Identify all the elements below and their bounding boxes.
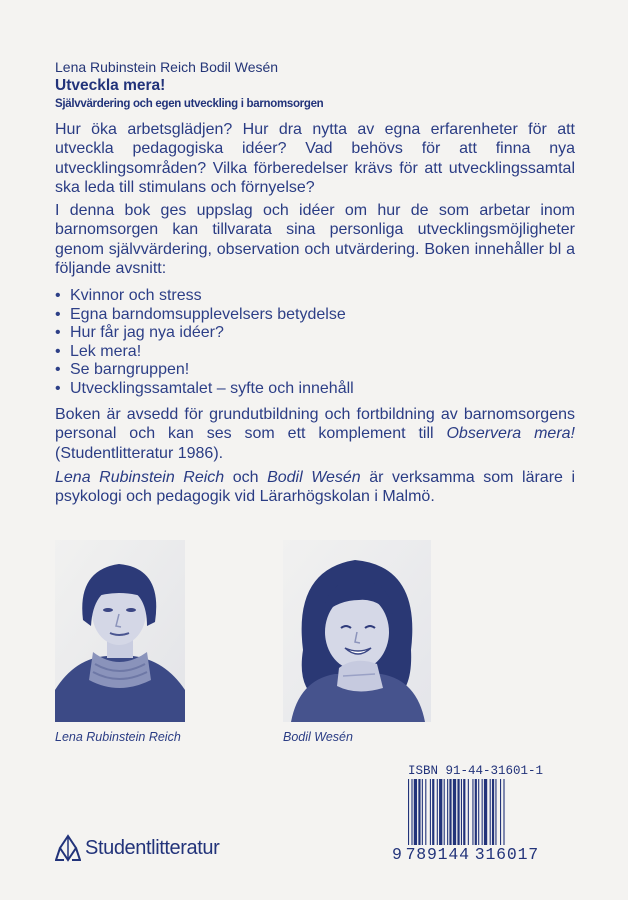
list-item: • Utvecklingssamtalet – syfte och innehåll (55, 380, 354, 399)
barcode-bar (414, 779, 417, 845)
portrait-lena-image (55, 540, 185, 722)
barcode-digit-first: 9 (392, 845, 402, 864)
author-photo-lena (55, 540, 185, 722)
barcode-bar (432, 779, 434, 845)
author-bio-paragraph (55, 468, 575, 507)
list-item: • Se barngruppen! (55, 361, 354, 380)
barcode-bar (495, 779, 496, 845)
portrait-bodil-image (283, 540, 431, 722)
barcode-bar (463, 779, 465, 845)
barcode-bar (482, 779, 483, 845)
barcode-bar (449, 779, 451, 845)
barcode-bar (500, 779, 501, 845)
barcode-digits (392, 842, 540, 864)
audience-text: Boken är avsedd för grundutbildning och fortbildning av barnomsorgens personal och kan ses som ett komplement till (55, 406, 575, 443)
referenced-title: Observera mera! (446, 425, 575, 443)
barcode-bar (422, 779, 423, 845)
barcode-bar (478, 779, 479, 845)
barcode-bar (425, 779, 426, 845)
barcode-bar (490, 779, 491, 845)
barcode-bar (492, 779, 494, 845)
photo-caption-bodil: Bodil Wesén (283, 730, 353, 744)
barcode-bar (468, 779, 469, 845)
intro-paragraph: Hur öka arbetsglädjen? Hur dra nytta av egna erfarenheter för att utveckla pedagogiska idéer? Vad behövs för att finna nya utvecklingsområden? Vilka förberedelser krävs för att utvecklingssamtal ska leda till stimulans och förnyelse? (55, 121, 575, 196)
description-paragraph: I denna bok ges uppslag och idéer om hur de som arbetar inom barnomsorgen kan tillvarata sina personliga utvecklingsmöjligheter genom självvärdering, observation och utvärdering. Boken innehåller bl a följande avsnitt: (55, 202, 575, 277)
isbn-number: ISBN 91-44-31601-1 (408, 764, 544, 778)
publisher-name: Studentlitteratur (85, 836, 220, 859)
barcode-bar (444, 779, 445, 845)
audience-text-end: (Studentlitteratur 1986). (55, 444, 224, 462)
list-item: • Kvinnor och stress (55, 287, 354, 306)
barcode-digits-left: 789144 (405, 845, 470, 864)
barcode-bar (453, 779, 456, 845)
list-item: • Lek mera! (55, 343, 354, 362)
list-item: • Egna barndomsupplevelsers betydelse (55, 306, 354, 325)
barcode-bar (430, 779, 431, 845)
barcode-digits-right: 316017 (474, 845, 539, 864)
author-name-2: Bodil Wesén (267, 469, 361, 486)
barcode-bar (447, 779, 448, 845)
contents-list (55, 287, 354, 399)
author-photo-bodil (283, 540, 431, 722)
barcode-bar (418, 779, 420, 845)
list-item: • Hur får jag nya idéer? (55, 324, 354, 343)
book-subtitle: Självvärdering och egen utveckling i barnomsorgen (55, 98, 324, 110)
barcode-bar (472, 779, 473, 845)
publisher-logo (55, 834, 219, 862)
author-names: Lena Rubinstein Reich Bodil Wesén (55, 59, 279, 75)
author-name-1: Lena Rubinstein Reich (55, 469, 225, 486)
photo-caption-lena: Lena Rubinstein Reich (55, 730, 181, 744)
barcode-bar (475, 779, 477, 845)
bio-conjunction: och (224, 469, 268, 486)
studentlitteratur-logo-icon (55, 834, 81, 862)
audience-paragraph (55, 405, 575, 463)
barcode-bar (437, 779, 438, 845)
barcode-bar (484, 779, 487, 845)
book-title: Utveckla mera! (55, 77, 166, 94)
bio-text: är verksamma som lärare i psykologi och pedagogik vid Lärarhögskolan i Malmö. (55, 469, 576, 506)
barcode-bar (439, 779, 442, 845)
